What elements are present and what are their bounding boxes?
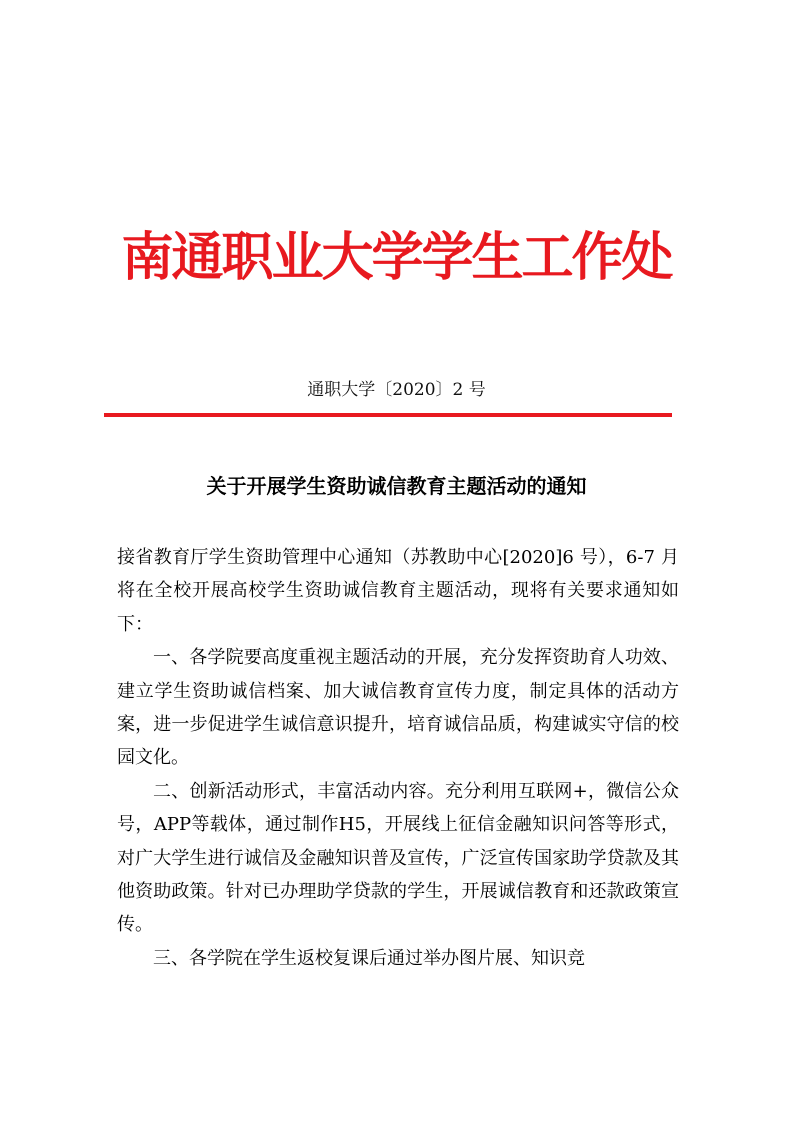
notice-title: 关于开展学生资助诚信教育主题活动的通知 xyxy=(206,474,587,498)
org-title: 南通职业大学学生工作处 xyxy=(121,227,672,288)
doc-number: 通职大学〔2020〕2 号 xyxy=(307,380,486,400)
paragraph-item-1: 一、各学院要高度重视主题活动的开展，充分发挥资助育人功效、建立学生资助诚信档案、加大诚信教育宣传力度，制定具体的活动方案，进一步促进学生诚信意识提升，培育诚信品质，构建诚实守信的校园文化。 xyxy=(117,647,679,769)
paragraph-item-3: 三、各学院在学生返校复课后通过举办图片展、知识竞 xyxy=(153,947,585,969)
paragraph-intro: 接省教育厅学生资助管理中心通知（苏教助中心[2020]6 号），6-7 月将在全校开展高校学生资助诚信教育主题活动，现将有关要求通知如下： xyxy=(117,547,679,635)
red-divider xyxy=(104,413,672,417)
notice-body xyxy=(117,541,679,975)
paragraph-item-2: 二、创新活动形式，丰富活动内容。充分利用互联网+，微信公众号，APP等载体，通过制作H5，开展线上征信金融知识问答等形式，对广大学生进行诚信及金融知识普及宣传，广泛宣传国家助学贷款及其他资助政策。针对已办理助学贷款的学生，开展诚信教育和还款政策宣传。 xyxy=(117,780,679,936)
